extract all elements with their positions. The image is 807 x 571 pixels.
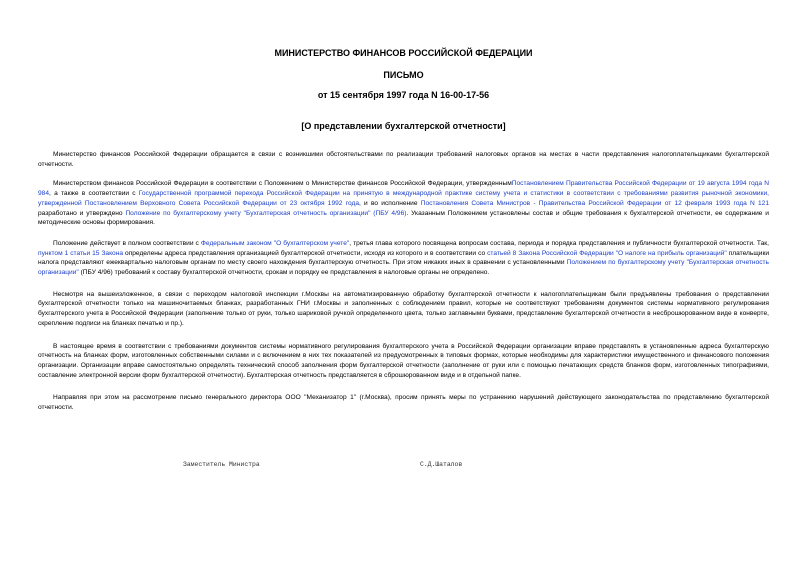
- paragraph-5: [38, 342, 769, 381]
- link-federal-law-accounting[interactable]: Федеральным законом "О бухгалтерском учете": [200, 239, 350, 247]
- paragraph-text: (ПБУ 4/96) требований к составу бухгалтерской отчетности, срокам и порядку ее представления в налоговые органы не определено.: [78, 269, 490, 277]
- paragraph-3: [38, 239, 769, 278]
- link-article-15-point-1[interactable]: пунктом 1 статьи 15 Закона: [38, 249, 124, 257]
- link-pbu-regulation[interactable]: Положением по бухгалтерскому учету "Бухгалтерская отчетность организации": [38, 259, 769, 277]
- signature-position: Заместитель Министра: [183, 461, 260, 468]
- paragraph-text: Министерство финансов Российской Федерации обращается в связи с возникшими обстоятельствами по реализации требований налоговых органов на местах в части представления налогоплательщиками бухгалтерской отчетности.: [38, 151, 769, 168]
- link-article-8-profit-tax-law[interactable]: статьей 8 Закона Российской Федерации "О налоге на прибыль организаций": [487, 249, 727, 257]
- link-state-program[interactable]: Государственной программой перехода Российской Федерации на принятую в международной практике систему учета и статистики в соответствии с требованиями развития рыночной экономики, утвержденной Постановлением Верховного Совета Российской Федерации от 23 октября 1992 года: [38, 190, 769, 207]
- paragraph-text: Министерством финансов Российской Федерации в соответствии с Положением о Министерстве финансов Российской Федерации, утвержденным: [53, 180, 512, 188]
- document-date-number: от 15 сентября 1997 года N 16-00-17-56: [317, 90, 490, 100]
- paragraph-text: В настоящее время в соответствии с требованиями документов системы нормативного регулирования бухгалтерского учета в Российской Федерации организации вправе представлять в установленные адреса бухгалтерскую отчетность на бланках форм, изготовленных собственными силами и с включением в них тех показателей из предусмотренных в типовых формах, которые необходимы для характеристики имущественного и финансового положения организации. Организации вправе самостоятельно определять технический способ заполнения форм бухгалтерской отчетности (заполнение от руки или с помощью печатающих средств бланков форм, изготовленных типографиями, составление электронной версии форм бухгалтерской отчетности). Бухгалтерская отчетность представляется в сброшюрованном виде и в отдельной папке.: [38, 342, 769, 379]
- paragraph-2: [38, 179, 769, 228]
- link-pbu-4-96[interactable]: Положение по бухгалтерскому учету "Бухгалтерская отчетность организации" (ПБУ 4/96): [125, 209, 407, 217]
- document-type: ПИСЬМО: [383, 70, 424, 80]
- document-body: [38, 150, 769, 424]
- paragraph-4: [38, 290, 769, 329]
- link-council-decree-121[interactable]: Постановления Совета Министров - Правительства Российской Федерации от 12 февраля 1993 года N 121: [420, 199, 770, 207]
- paragraph-text: разработано и утверждено: [38, 209, 126, 217]
- paragraph-text: определены адреса представления организацией бухгалтерской отчетности, исходя из которого и в соответствии со: [123, 249, 488, 257]
- paragraph-text: , а также в соответствии с: [49, 190, 139, 198]
- paragraph-6: [38, 393, 769, 412]
- paragraph-text: плательщики налога представляют ежеквартально налоговым органам по месту своего нахождения бухгалтерскую отчетность. При этом никаких иных в сравнении с установленными: [38, 249, 770, 267]
- paragraph-text: , третья глава которого посвящена вопросам состава, периода и порядка представления и публичности бухгалтерской отчетности. Так,: [349, 239, 770, 247]
- paragraph-text: . Указанным Положением установлены состав и общие требования к бухгалтерской отчетности, ее содержание и методические основы формирования.: [38, 209, 769, 227]
- paragraph-text: , и во исполнение: [359, 199, 421, 207]
- ministry-title: МИНИСТЕРСТВО ФИНАНСОВ РОССИЙСКОЙ ФЕДЕРАЦИИ: [274, 48, 533, 58]
- document-subject: [О представлении бухгалтерской отчетности]: [301, 121, 506, 131]
- paragraph-text: Несмотря на вышеизложенное, в связи с переходом налоговой инспекции г.Москвы на автоматизированную обработку бухгалтерской отчетности к налогоплательщикам были предъявлены требования о представлении бухгалтерской отчетности только на машиночитаемых бланках, разработанных ГНИ г.Москвы и заполненных с соблюдением правил, которые не соответствуют требованиям документов системы нормативного регулирования бухгалтерского учета в Российской Федерации (заполнение только от руки, только шариковой ручкой определенного цвета, только заглавными буквами, представление бухгалтерской отчетности в несброшюрованном виде в конверте, скрепление подписи на бланках печатью и пр.).: [38, 290, 769, 327]
- link-government-decree-984[interactable]: Постановлением Правительства Российской Федерации от 19 августа 1994 года N 984: [38, 180, 769, 198]
- paragraph-text: Положение действует в полном соответствии с: [53, 239, 201, 247]
- paragraph-text: Направляя при этом на рассмотрение письмо генерального директора ООО "Механизатор 1" (г.Москва), просим принять меры по устранению нарушений действующего законодательства по представлению бухгалтерской отчетности.: [38, 394, 769, 412]
- paragraph-1: [38, 150, 769, 169]
- signature-name: С.Д.Шаталов: [420, 461, 463, 468]
